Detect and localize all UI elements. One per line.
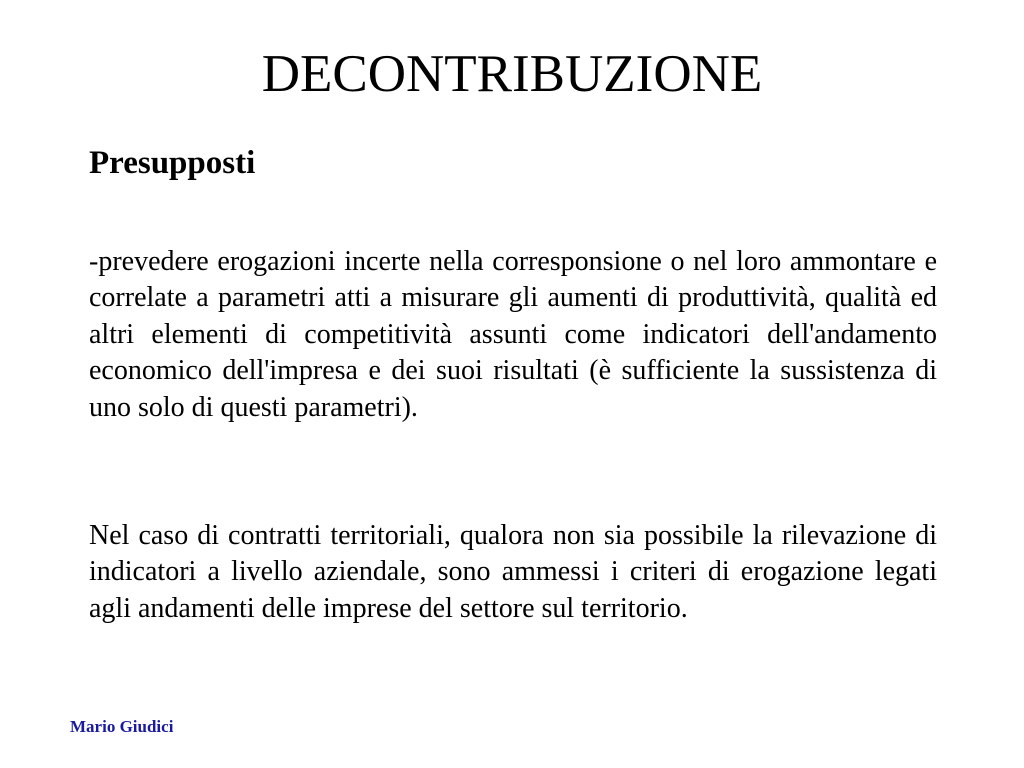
- author-footer: Mario Giudici: [70, 717, 174, 736]
- paragraph-presupposti: -prevedere erogazioni incerte nella corresponsione o nel loro ammontare e correlate a parametri atti a misurare gli aumenti di produttività, qualità ed altri elementi di competitività assunti come indicatori dell'andamento economico dell'impresa e dei suoi risultati (è sufficiente la sussistenza di uno solo di questi parametri).: [89, 246, 937, 423]
- slide-subtitle: Presupposti: [89, 145, 256, 181]
- slide-title: DECONTRIBUZIONE: [261, 45, 763, 103]
- paragraph-contratti-territoriali: Nel caso di contratti territoriali, qualora non sia possibile la rilevazione di indicatori a livello aziendale, sono ammessi i criteri di erogazione legati agli andamenti delle imprese del settore sul territorio.: [89, 520, 937, 624]
